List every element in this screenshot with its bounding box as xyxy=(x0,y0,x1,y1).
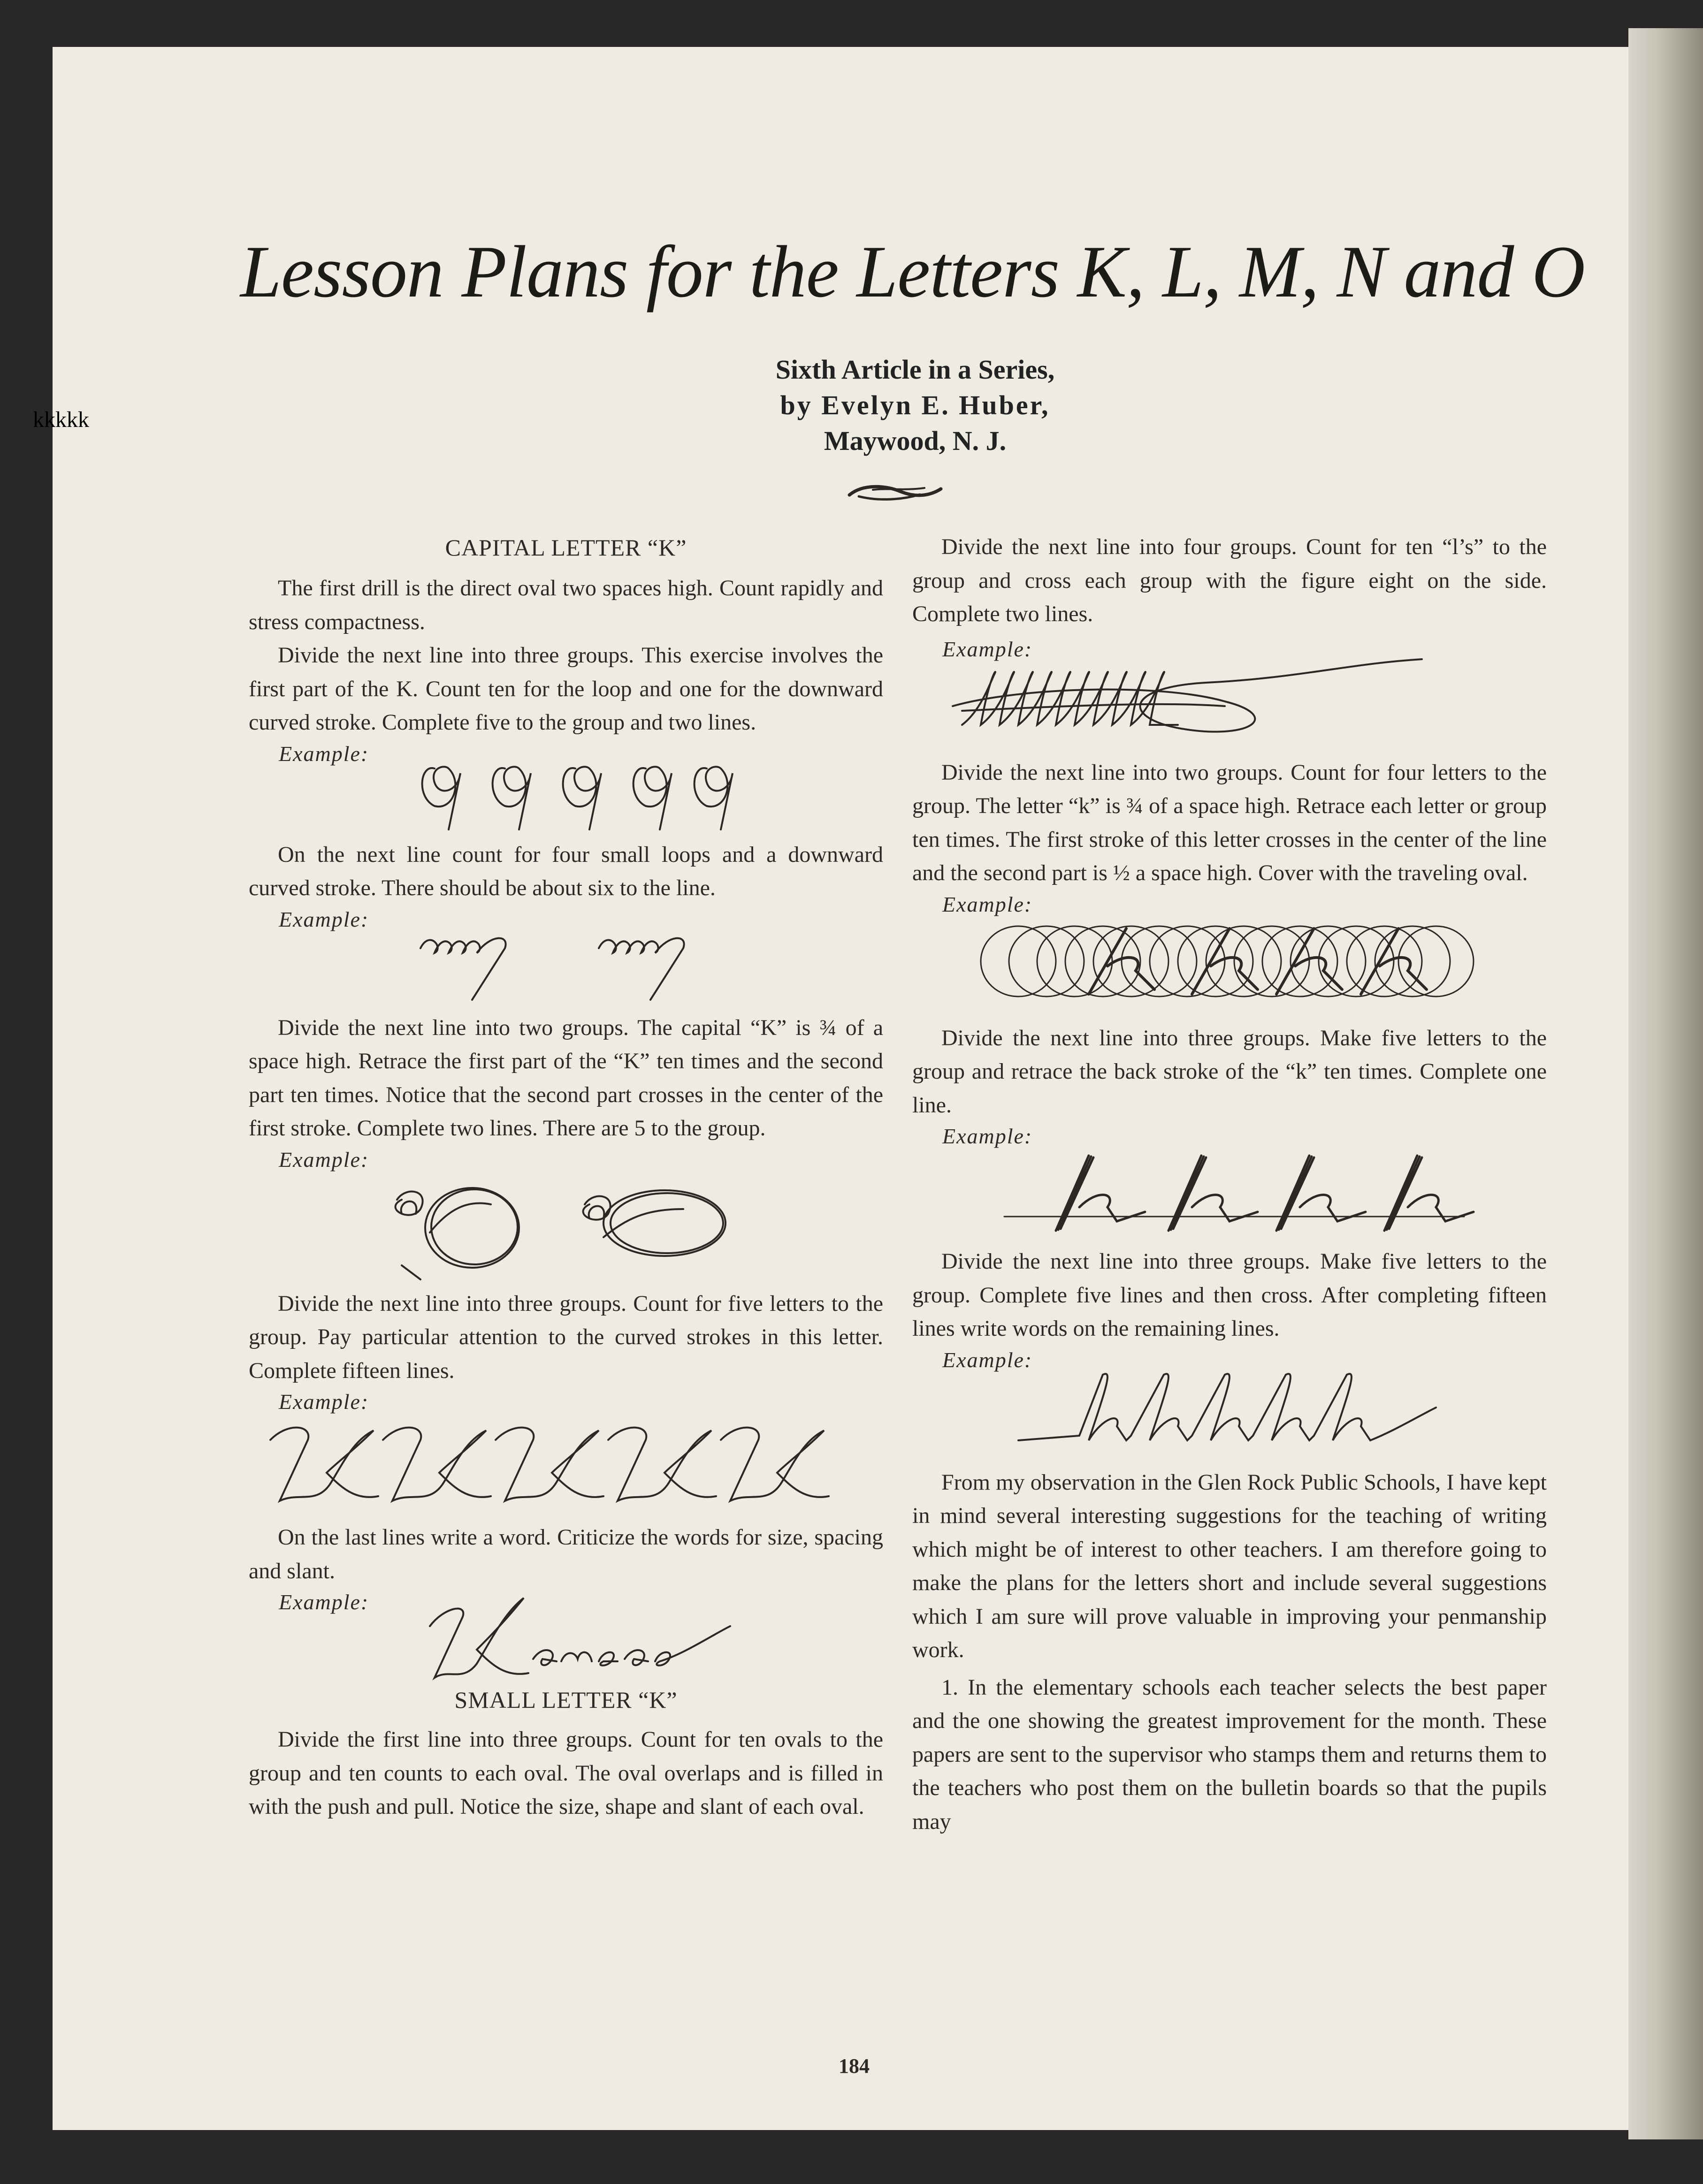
example-label: Example: xyxy=(942,1347,1033,1372)
right-paragraph-1: Divide the next line into four groups. Count for ten “l’s” to the group and cross each group with the figure eight on the side. Complete two lines. xyxy=(912,534,1547,626)
left-column xyxy=(249,530,883,1824)
example-label: Example: xyxy=(942,1124,1033,1148)
article-title: Lesson Plans for the Letters K, L, M, N and O xyxy=(240,231,1585,313)
byline-series: Sixth Article in a Series, xyxy=(775,354,1055,385)
heading-capital-k: CAPITAL LETTER “K” xyxy=(445,534,687,561)
figure-capital-k-retrace xyxy=(355,1172,777,1284)
left-paragraph-1: The first drill is the direct oval two spaces high. Count rapidly and stress compactness. xyxy=(249,576,883,634)
figure-traveling-oval xyxy=(948,914,1511,1008)
right-paragraph-2: Divide the next line into two groups. Count for four letters to the group. The letter “k” is ¾ of a space high. Retrace each letter or group ten times. The first stroke of this letter crosses in the center of the line and the second part is ½ a space high. Cover with the traveling oval. xyxy=(912,760,1547,885)
example-label: Example: xyxy=(942,637,1033,661)
left-paragraph-2: Divide the next line into three groups. This exercise involves the first part of the K. Count ten for the loop and one for the downward curved stroke. Complete five to the group and two lines. xyxy=(249,643,883,735)
right-paragraph-3: Divide the next line into three groups. Make five letters to the group and retrace the back stroke of the “k” ten times. Complete one line. xyxy=(912,1025,1547,1118)
figure-capital-k-row xyxy=(261,1412,871,1515)
left-paragraph-4: Divide the next line into two groups. The capital “K” is ¾ of a space high. Retrace the first part of the “K” ten times and the second part ten times. Notice that the second part crosses in the center of the first stroke. Complete two lines. There are 5 to the group. xyxy=(249,1015,883,1141)
right-paragraph-5: From my observation in the Glen Rock Public Schools, I have kept in mind several interesting suggestions for the teaching of writing which might be of interest to other teachers. I am therefore going to make the plans for the letters short and include several suggestions which I am sure will prove valuable in improving your penmanship work. xyxy=(912,1469,1547,1662)
right-paragraph-4: Divide the next line into three groups. Make five letters to the group. Complete five lines and then cross. After completing fifteen lines write words on the remaining lines. xyxy=(912,1249,1547,1341)
figure-kansas-script xyxy=(355,1584,777,1687)
figure-k-loop-drill xyxy=(378,740,754,834)
byline-location: Maywood, N. J. xyxy=(824,426,1007,456)
example-label: Example: xyxy=(279,907,369,931)
example-label: Example: xyxy=(279,1390,369,1414)
figure-small-loops xyxy=(378,920,754,1004)
example-label: Example: xyxy=(279,741,369,766)
script-letters-text: kkkkk xyxy=(33,407,89,432)
left-paragraph-5: Divide the next line into three groups. Count for five letters to the group. Pay particular attention to the curved strokes in this letter. Complete fifteen lines. xyxy=(249,1291,883,1383)
heading-small-k: SMALL LETTER “K” xyxy=(454,1687,678,1713)
example-label: Example: xyxy=(942,892,1033,916)
figure-retraced-k xyxy=(948,1146,1511,1240)
byline-author: by Evelyn E. Huber, xyxy=(780,390,1050,420)
page-number: 184 xyxy=(839,2055,870,2077)
book-spine-shadow xyxy=(1628,28,1703,2139)
left-paragraph-6: On the last lines write a word. Criticize the words for size, spacing and slant. xyxy=(249,1525,883,1583)
ornament-flourish-icon xyxy=(845,479,948,507)
figure-l-group-with-eight xyxy=(924,654,1535,748)
right-paragraph-6: 1. In the elementary schools each teacher selects the best paper and the one showing the greatest improvement for the month. These papers are sent to the supervisor who stamps them and returns them to the teachers who post them on the bulletin boards so that the pupils may xyxy=(912,1674,1547,1834)
left-paragraph-7: Divide the first line into three groups. Count for ten ovals to the group and ten counts to each oval. The oval overlaps and is filled in with the push and pull. Notice the size, shape and slant of each oval. xyxy=(249,1727,883,1819)
example-label: Example: xyxy=(279,1590,369,1614)
example-label: Example: xyxy=(279,1147,369,1172)
byline xyxy=(704,352,1126,459)
left-paragraph-3: On the next line count for four small loops and a downward curved stroke. There should be about six to the line. xyxy=(249,842,883,900)
